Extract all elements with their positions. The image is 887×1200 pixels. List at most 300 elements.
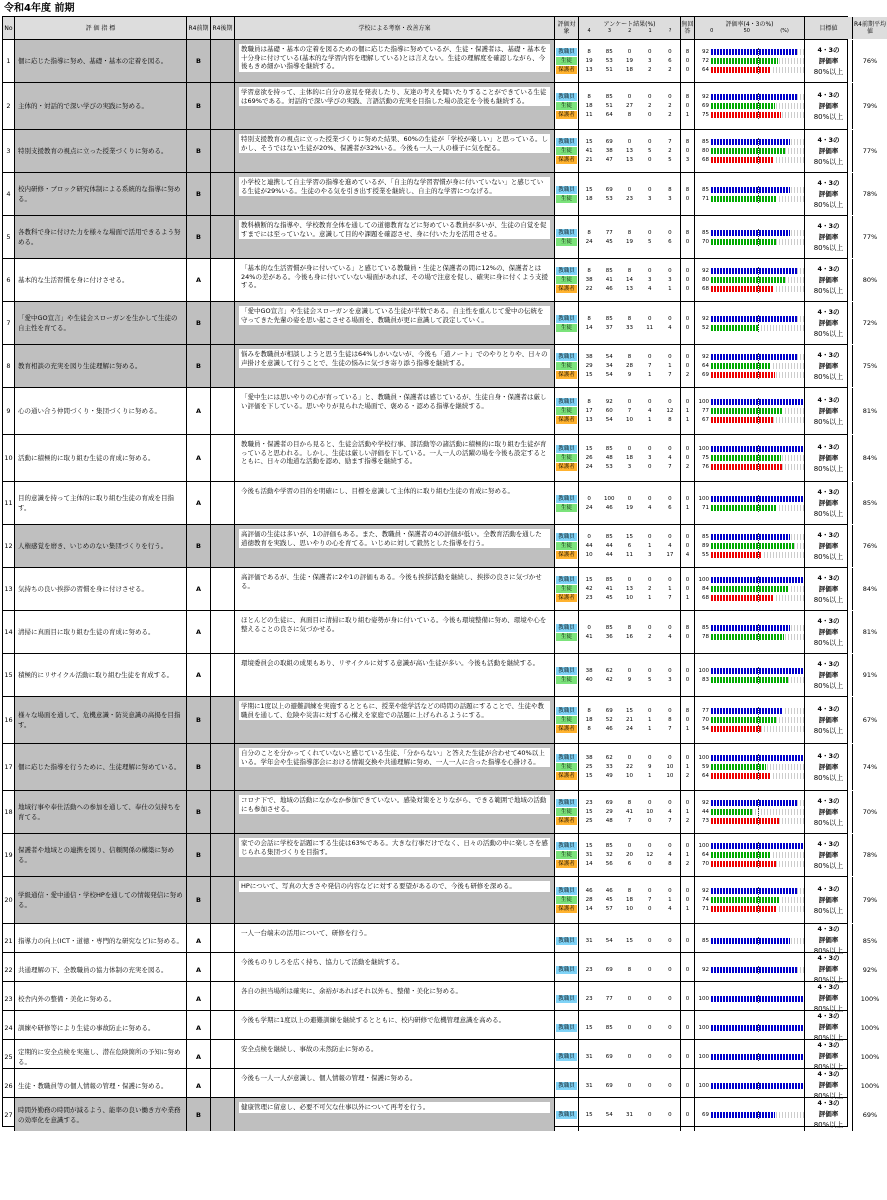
rate-value: 100 — [698, 1024, 709, 1031]
survey-value: 2 — [668, 148, 672, 154]
rate-cell — [695, 130, 805, 172]
table-row — [2, 435, 878, 482]
no-answer-value: 0 — [685, 586, 690, 592]
r4-first-rating: B — [187, 173, 211, 215]
no-answer-value: 1 — [685, 809, 690, 815]
rate-bar-track — [711, 1054, 804, 1060]
survey-value: 2 — [647, 633, 652, 640]
rate-midline — [758, 808, 759, 816]
survey-cell — [579, 697, 681, 743]
rate-bar-fill — [711, 239, 776, 245]
survey-value: 0 — [647, 861, 652, 867]
rate-bar-row — [695, 66, 804, 74]
no-answer-value: 8 — [685, 708, 690, 714]
no-answer-value: 2 — [685, 861, 690, 867]
r4-first-rating: A — [187, 654, 211, 696]
survey-row — [579, 842, 680, 850]
header-survey-cols — [579, 28, 680, 35]
survey-value: 0 — [627, 1053, 632, 1060]
rate-bar-track — [711, 773, 804, 779]
no-answer-value: 2 — [685, 773, 690, 779]
no-answer-row — [681, 238, 694, 246]
survey-value: 21 — [585, 157, 593, 163]
rate-midline — [758, 324, 759, 332]
survey-value: 53 — [605, 464, 613, 470]
r4-first-rating: B — [187, 791, 211, 833]
rate-bar-fill — [711, 408, 783, 414]
survey-row — [579, 66, 680, 74]
no-answer-value: 0 — [685, 455, 690, 461]
rate-midline — [758, 371, 759, 379]
indicator-text: 人権感覚を磨き、いじめのない集団づくりを行う。 — [15, 525, 187, 567]
rate-midline — [758, 707, 759, 715]
indicator-text: 各教科で身に付けた力を様々な場面で活用できるよう努める。 — [15, 216, 187, 258]
survey-row — [579, 851, 680, 859]
goal-line: 評価率 — [818, 627, 839, 636]
rate-midline — [758, 667, 759, 675]
rate-midline — [758, 799, 759, 807]
rate-bar-track — [711, 1112, 804, 1118]
row-number: 4 — [3, 173, 15, 215]
r4-second-rating — [211, 654, 235, 696]
rate-midline — [758, 905, 759, 913]
survey-value: 85 — [605, 843, 613, 849]
survey-value: 0 — [668, 495, 672, 502]
survey-value: 62 — [605, 667, 613, 674]
rate-midline — [758, 542, 759, 550]
survey-value: 18 — [625, 897, 633, 903]
no-answer-row — [681, 624, 694, 632]
evaluation-cell — [235, 482, 555, 524]
survey-cell — [579, 1098, 681, 1131]
rate-value: 70 — [702, 238, 709, 245]
goal-line: 4・3の — [817, 616, 840, 625]
r4-second-rating — [211, 697, 235, 743]
no-answer-row — [681, 633, 694, 641]
r4-first-rating: A — [187, 482, 211, 524]
survey-value: 8 — [587, 726, 591, 732]
no-answer-value: 0 — [685, 103, 690, 109]
rate-bar-track — [711, 543, 804, 549]
rate-value: 80 — [702, 148, 709, 154]
survey-value: 18 — [585, 195, 593, 202]
rate-bar-track — [711, 888, 804, 894]
r4-second-rating — [211, 83, 235, 129]
table-row — [2, 216, 878, 259]
no-answer-cell — [681, 259, 695, 301]
no-answer-value: 8 — [685, 624, 690, 631]
no-answer-value: 8 — [685, 186, 690, 193]
header-rate-title: 評価率(4・3の%) — [725, 21, 774, 28]
rate-cell — [695, 482, 805, 524]
rate-cell — [695, 744, 805, 790]
r4-first-rating: B — [187, 1098, 211, 1131]
no-answer-value: 0 — [685, 67, 690, 73]
survey-value: 14 — [585, 324, 593, 331]
rate-value: 100 — [698, 1053, 709, 1060]
evaluation-text: 高評価であるが、生徒・保護者に2や1の評価もある。今後も挨拶活動を継続し、挨拶の良さに気づかせる。 — [239, 572, 550, 591]
r4-first-rating: B — [187, 83, 211, 129]
target-group-tag: 生徒 — [556, 362, 577, 370]
survey-row — [579, 276, 680, 284]
no-answer-row — [681, 676, 694, 684]
r4-first-rating: B — [187, 697, 211, 743]
rate-bar-row — [695, 585, 804, 593]
rate-value: 64 — [702, 773, 709, 779]
survey-value: 14 — [625, 277, 633, 283]
survey-value: 44 — [605, 552, 613, 558]
rate-bar-fill — [711, 286, 774, 292]
rate-midline — [758, 57, 759, 65]
survey-value: 36 — [605, 633, 613, 640]
no-answer-value: 0 — [685, 195, 690, 202]
survey-value: 32 — [605, 852, 613, 858]
rate-value: 85 — [702, 534, 709, 540]
survey-value: 1 — [668, 363, 672, 369]
rate-cell — [695, 40, 805, 82]
survey-value: 0 — [647, 464, 652, 470]
survey-value: 1 — [668, 586, 672, 592]
rate-bar-row — [695, 633, 804, 641]
survey-value: 9 — [627, 676, 632, 683]
table-row — [2, 744, 878, 791]
average-value: 100% — [860, 1023, 880, 1032]
survey-row — [579, 362, 680, 370]
evaluation-cell — [235, 130, 555, 172]
survey-value: 23 — [585, 966, 593, 973]
survey-value: 2 — [668, 112, 672, 118]
table-row — [2, 482, 878, 525]
survey-value: 26 — [585, 455, 593, 461]
header-rate — [695, 17, 805, 39]
survey-value: 0 — [627, 399, 632, 405]
r4-first-rating: A — [187, 1011, 211, 1044]
no-answer-row — [681, 716, 694, 724]
survey-row — [579, 542, 680, 550]
no-answer-value: 0 — [685, 58, 690, 64]
rate-value: 64 — [702, 363, 709, 369]
rate-bar-row — [695, 463, 804, 471]
goal-line: 80%以上 — [813, 329, 844, 338]
rate-bar-track — [711, 446, 804, 452]
r4-first-rating: A — [187, 611, 211, 653]
rate-value: 71 — [702, 504, 709, 511]
target-group-cell — [555, 435, 579, 481]
rate-bar-row — [695, 407, 804, 415]
survey-value: 8 — [627, 268, 632, 274]
rate-value: 100 — [698, 667, 709, 674]
rate-bar-fill — [711, 455, 781, 461]
survey-value: 23 — [625, 195, 633, 202]
no-answer-value: 0 — [685, 543, 690, 549]
rate-cell — [695, 791, 805, 833]
target-group-tag: 教職員 — [556, 315, 577, 323]
rate-bar-row — [695, 676, 804, 684]
header-indicator: 評 価 指 標 — [15, 17, 187, 39]
survey-value: 6 — [668, 238, 672, 245]
rate-value: 74 — [702, 897, 709, 903]
target-group-tag: 保護者 — [556, 860, 577, 868]
rate-bar-fill — [711, 888, 797, 894]
rate-bar-fill — [711, 277, 785, 283]
survey-value: 4 — [647, 504, 652, 511]
survey-value: 38 — [585, 277, 593, 283]
rate-value: 100 — [698, 399, 709, 405]
goal-line: 80%以上 — [813, 509, 844, 518]
no-answer-row — [681, 707, 694, 715]
r4-first-rating: B — [187, 834, 211, 876]
target-group-tag: 教職員 — [556, 229, 577, 237]
evaluation-text: 「愛中生には思いやりの心が育っている」と、教職員・保護者は感じているが、生徒自身・保護者は厳しい評価を下している。思いやりが見られた場面で、褒める・認める指導を継続する。 — [239, 392, 550, 411]
rate-bar-row — [695, 542, 804, 550]
survey-value: 0 — [647, 755, 652, 761]
survey-value: 69 — [605, 139, 613, 145]
target-group-tag: 保護者 — [556, 371, 577, 379]
no-answer-cell — [681, 877, 695, 923]
survey-row — [579, 808, 680, 816]
survey-value: 22 — [625, 764, 633, 770]
target-group-tag: 保護者 — [556, 905, 577, 913]
row-number: 3 — [3, 130, 15, 172]
goal-line: 4・3の — [817, 135, 840, 144]
average-value: 84% — [862, 585, 878, 593]
r4-first-rating: A — [187, 953, 211, 986]
survey-value: 23 — [585, 595, 593, 601]
no-answer-row — [681, 937, 694, 945]
rate-midline — [758, 594, 759, 602]
survey-row — [579, 624, 680, 632]
rate-midline — [758, 887, 759, 895]
survey-value: 0 — [647, 888, 652, 894]
goal-line: 4・3の — [817, 659, 840, 668]
survey-row — [579, 407, 680, 415]
rate-bar-fill — [711, 534, 790, 540]
rate-bar-row — [695, 707, 804, 715]
rate-bar-track — [711, 316, 804, 322]
survey-value: 85 — [605, 446, 613, 452]
no-answer-row — [681, 995, 694, 1003]
no-answer-row — [681, 66, 694, 74]
goal-line: 4・3の — [817, 442, 840, 451]
evaluation-text: 学期に1度以上の避難訓練を実施するとともに、授業や総学活などの時間の話題にすることで、生徒や教職員を通して、危険や災害に対する心構えを家庭での話題に上げられるようにする。 — [239, 701, 550, 720]
survey-value: 18 — [585, 103, 593, 109]
survey-value: 0 — [668, 577, 672, 583]
rate-bar-row — [695, 267, 804, 275]
rate-midline — [758, 772, 759, 780]
target-group-tag: 教職員 — [556, 1111, 577, 1119]
survey-col-label: 2 — [628, 28, 632, 34]
goal-line: 評価率 — [818, 762, 839, 771]
survey-row — [579, 416, 680, 424]
survey-value: 45 — [605, 595, 613, 601]
goal-line: 80%以上 — [813, 638, 844, 647]
rate-midline — [758, 407, 759, 415]
survey-row — [579, 285, 680, 293]
rate-bar-row — [695, 362, 804, 370]
rate-bar-row — [695, 937, 804, 945]
survey-value: 38 — [585, 354, 593, 360]
average-value: 67% — [862, 716, 878, 724]
no-answer-value: 1 — [685, 764, 690, 770]
no-answer-row — [681, 808, 694, 816]
no-answer-row — [681, 407, 694, 415]
indicator-text: 共通理解の下、全教職員の協力体制の充実を図る。 — [15, 953, 187, 986]
no-answer-value: 0 — [685, 800, 690, 806]
target-group-tag: 教職員 — [556, 93, 577, 101]
survey-value: 0 — [647, 186, 652, 193]
survey-value: 77 — [605, 995, 613, 1002]
rate-value: 100 — [698, 446, 709, 452]
evaluation-text: 各自の担当場所は確実に、余裕があればそれ以外も、整備・美化に努める。 — [239, 986, 550, 997]
table-row — [2, 791, 878, 834]
survey-value: 92 — [605, 399, 613, 405]
rate-bar-fill — [711, 139, 790, 145]
target-group-tag: 保護者 — [556, 285, 577, 293]
rate-bar-track — [711, 1025, 804, 1031]
survey-value: 1 — [668, 286, 672, 292]
survey-value: 9 — [647, 764, 652, 770]
no-answer-value: 0 — [685, 495, 690, 502]
goal-line: 評価率 — [818, 1023, 839, 1031]
average-value: 80% — [862, 276, 878, 284]
survey-value: 23 — [585, 995, 593, 1002]
evaluation-cell — [235, 83, 555, 129]
survey-value: 0 — [668, 1082, 672, 1089]
r4-first-rating: A — [187, 982, 211, 1015]
no-answer-row — [681, 551, 694, 559]
rate-bar-track — [711, 595, 804, 601]
survey-value: 8 — [587, 49, 591, 55]
no-answer-cell — [681, 834, 695, 876]
rate-bar-track — [711, 800, 804, 806]
goal-line: 80%以上 — [813, 976, 844, 984]
average-value: 70% — [862, 808, 878, 816]
survey-row — [579, 667, 680, 675]
row-number: 13 — [3, 568, 15, 610]
indicator-text: 活動に積極的に取り組む生徒の育成に努める。 — [15, 435, 187, 481]
survey-value: 52 — [605, 717, 613, 723]
survey-value: 85 — [605, 94, 613, 100]
no-answer-row — [681, 186, 694, 194]
goal-cell — [805, 744, 853, 790]
target-group-cell — [555, 1098, 579, 1131]
r4-second-rating — [211, 877, 235, 923]
survey-value: 37 — [605, 324, 613, 331]
survey-value: 0 — [647, 315, 652, 322]
rate-bar-track — [711, 809, 804, 815]
rate-value: 92 — [702, 354, 709, 360]
survey-cell — [579, 216, 681, 258]
row-number: 15 — [3, 654, 15, 696]
target-group-cell — [555, 744, 579, 790]
rate-bar-fill — [711, 112, 781, 118]
row-number: 27 — [3, 1098, 15, 1131]
average-value: 92% — [862, 965, 878, 974]
rate-value: 92 — [702, 800, 709, 806]
rate-bar-track — [711, 103, 804, 109]
evaluation-cell — [235, 568, 555, 610]
header-survey-title: アンケート結果(%) — [603, 21, 656, 28]
survey-value: 7 — [668, 726, 672, 732]
evaluation-cell — [235, 40, 555, 82]
target-group-tag: 教職員 — [556, 624, 577, 632]
rate-bar-row — [695, 57, 804, 65]
survey-value: 0 — [647, 995, 652, 1002]
survey-value: 85 — [605, 1024, 613, 1031]
survey-value: 0 — [627, 667, 632, 674]
rate-bar-track — [711, 230, 804, 236]
no-answer-cell — [681, 40, 695, 82]
rate-midline — [758, 851, 759, 859]
survey-value: 13 — [625, 286, 633, 292]
survey-value: 31 — [625, 1111, 633, 1118]
goal-line: 80%以上 — [813, 417, 844, 426]
rate-value: 100 — [698, 495, 709, 502]
no-answer-value: 0 — [685, 1111, 690, 1118]
goal-line: 評価率 — [818, 146, 839, 155]
rate-bar-track — [711, 505, 804, 511]
rate-bar-row — [695, 1082, 804, 1090]
table-row — [2, 877, 878, 924]
target-group-tag: 教職員 — [556, 707, 577, 715]
no-answer-row — [681, 504, 694, 512]
survey-row — [579, 504, 680, 512]
rate-bar-row — [695, 754, 804, 762]
goal-line: 評価率 — [818, 850, 839, 859]
no-answer-value: 1 — [685, 852, 690, 858]
header-goal: 目標値 — [805, 17, 853, 39]
r4-first-rating: B — [187, 302, 211, 344]
target-group-tag: 生徒 — [556, 676, 577, 684]
no-answer-cell — [681, 654, 695, 696]
survey-row — [579, 238, 680, 246]
no-answer-value: 1 — [685, 504, 690, 511]
survey-row — [579, 463, 680, 471]
table-row — [2, 345, 878, 388]
rate-value: 85 — [702, 186, 709, 193]
survey-value: 0 — [647, 354, 652, 360]
survey-value: 13 — [625, 586, 633, 592]
survey-value: 69 — [605, 186, 613, 193]
no-answer-row — [681, 362, 694, 370]
rate-bar-fill — [711, 625, 790, 631]
evaluation-text: 「基本的な生活習慣が身に付いている」と感じている教職員・生徒と保護者の間に12%の、保護者とは24%の差がある。今後も身に付いていない場面があれば、その場で注意を促し、確実に身に付くよう支援する。 — [239, 263, 550, 291]
survey-value: 8 — [668, 861, 672, 867]
rate-midline — [758, 285, 759, 293]
target-group-tag: 教職員 — [556, 937, 577, 945]
survey-value: 0 — [627, 186, 632, 193]
evaluation-cell — [235, 611, 555, 653]
rate-midline — [758, 676, 759, 684]
survey-value: 0 — [668, 888, 672, 894]
target-group-tag: 保護者 — [556, 416, 577, 424]
table-row — [2, 40, 878, 83]
survey-value: 3 — [647, 455, 652, 461]
survey-value: 0 — [587, 624, 591, 631]
goal-line: 80%以上 — [813, 1121, 844, 1129]
rate-cell — [695, 435, 805, 481]
indicator-text: 気持ちの良い挨拶の習慣を身に付けさせる。 — [15, 568, 187, 610]
survey-value: 0 — [627, 495, 632, 502]
survey-cell — [579, 611, 681, 653]
average-value: 81% — [862, 628, 878, 636]
goal-line: 4・3の — [817, 395, 840, 404]
no-answer-value: 0 — [685, 995, 690, 1002]
survey-value: 85 — [605, 315, 613, 322]
target-group-tag: 生徒 — [556, 633, 577, 641]
rate-midline — [758, 817, 759, 825]
target-group-tag: 生徒 — [556, 896, 577, 904]
